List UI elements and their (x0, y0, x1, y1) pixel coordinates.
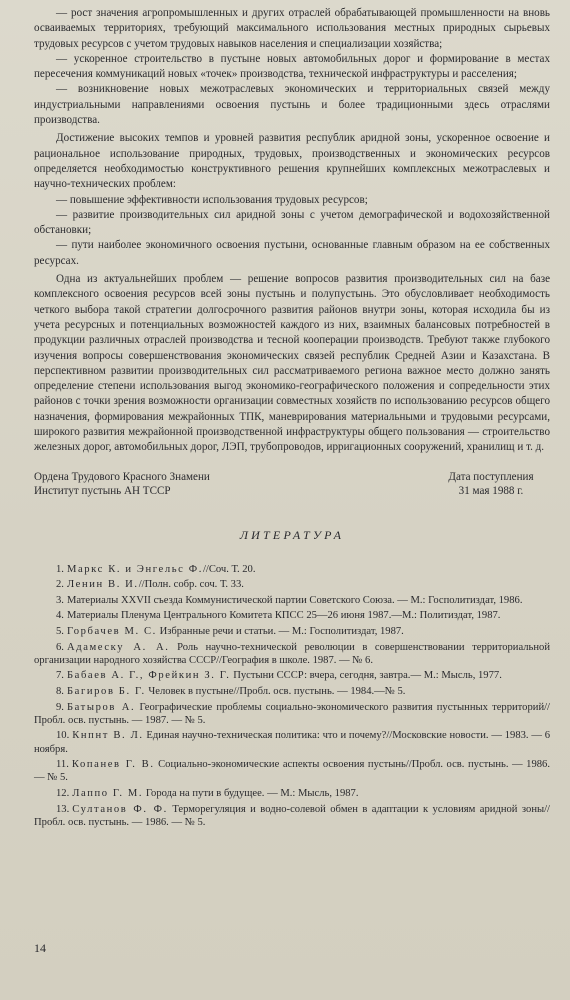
paragraph: — рост значения агропромышленных и других отраслей обрабатывающей промышленности на вновь осваиваемых территориях, требующий максимального использования местных природных сырьевых трудовых ресурсов с учетом трудовых навыков населения и специализации хозяйства; (34, 7, 550, 50)
reference-item (34, 701, 550, 727)
reference-text: Географические проблемы социально-экономического развития пустынных территорий//Пробл. осв. пустынь. — 1987. — № 5. (34, 701, 550, 726)
reference-number: 3. (56, 594, 64, 606)
reference-text: Терморегуляция и водно-солевой обмен в адаптации к условиям аридной зоны//Пробл. осв. пустынь. — 1986. — № 5. (34, 803, 550, 828)
paragraph: Одна из актуальнейших проблем — решение вопросов развития производительных сил на базе комплексного освоения ресурсов всей зоны пустынь и полупустынь. Это обусловливает необходимость четкого выбора такой стратегии долгосрочного развития районов внутри зоны, которая исходила бы из учета ресурсных и потенциальных возможностей каждого из них, взаимных балансовых потребностей в продукции различных отраслей производства и тесной кооперации производств. Требуют также глубокого изучения вопросы совершенствования экономических связей республик Средней Азии и Казахстана. В перспективном развитии производительных сил рассматриваемого региона важное место должно занять определение степени использования выгод экономико-географического положения и сопредельности этих районов с точки зрения возможности организации совместных хозяйств по использованию ресурсов общего назначения, формирования межрайонных ТПК, маневрирования материальными и трудовыми ресурсами, широкого развития межрайонной производственной инфраструктуры общего пользования — строительство железных дорог, автомобильных дорог, ЛЭП, трубопроводов, ирригационных сооружений, хранилищ и т. д. (34, 273, 550, 454)
reference-item (34, 787, 550, 800)
reference-author: Ленин В. И. (66, 579, 139, 591)
date-value: 31 мая 1988 г. (458, 484, 524, 497)
date-label: Дата поступления (448, 470, 534, 483)
reference-author: Бабаев А. Г., Фрейкин З. Г. (66, 670, 231, 682)
paragraph: — повышение эффективности использования трудовых ресурсов; (56, 193, 368, 206)
reference-number: 11. (56, 759, 69, 771)
reference-text: Социально-экономические аспекты освоения пустынь//Пробл. осв. пустынь. — 1986. — № 5. (34, 759, 551, 784)
page-number: 14 (34, 941, 46, 955)
institution-line: Ордена Трудового Красного Знамени (34, 470, 210, 483)
received-date (432, 470, 550, 498)
paragraph: — пути наиболее экономичного освоения пустыни, основанные главным образом на ее собственных ресурсах. (34, 239, 550, 267)
reference-item (34, 578, 550, 591)
reference-item (34, 594, 550, 607)
reference-text: //Соч. Т. 20. (202, 563, 256, 575)
reference-text: Города на пути в будущее. — М.: Мысль, 1987. (143, 787, 359, 799)
reference-author: Лаппо Г. М. (72, 787, 144, 799)
reference-text: Роль научно-технической революции в совершенствовании территориальной организации народного хозяйства СССР//География в школе. 1987. — № 6. (34, 641, 551, 666)
reference-item (34, 758, 550, 784)
reference-item (34, 641, 550, 667)
reference-item (34, 609, 550, 622)
reference-number: 1. (56, 563, 64, 575)
reference-number: 8. (56, 685, 64, 697)
reference-number: 12. (56, 787, 70, 799)
reference-number: 2. (56, 579, 64, 591)
reference-text: Человек в пустыне//Пробл. осв. пустынь. — 1984.—№ 5. (145, 685, 406, 697)
literature-heading: ЛИТЕРАТУРА (239, 527, 345, 542)
reference-author: Маркс К. и Энгельс Ф. (66, 563, 203, 575)
reference-author: Копанев Г. В. (71, 759, 155, 771)
reference-number: 5. (56, 625, 64, 637)
paragraph: — ускоренное строительство в пустыне новых автомобильных дорог и формирование в местах пересечения коммуникаций новых «точек» производства, технической инфраструктуры и расселения; (34, 52, 550, 81)
reference-text: Материалы Пленума Центрального Комитета КПСС 25—26 июня 1987.—М.: Политиздат, 1987. (66, 610, 501, 622)
reference-author: Багиров Б. Г. (66, 685, 146, 697)
signature-block (34, 470, 550, 498)
paragraph: — развитие производительных сил аридной зоны с учетом демографической и водохозяйственной обстановки; (34, 208, 550, 237)
reference-item (34, 669, 550, 682)
reference-number: 10. (56, 730, 70, 742)
reference-item (34, 563, 550, 576)
reference-item (34, 729, 550, 755)
reference-number: 6. (56, 641, 64, 653)
reference-author: Горбачев М. С. (66, 625, 157, 637)
reference-text: Единая научно-техническая политика: что и почему?//Московские новости. — 1983. — 6 ноября. (34, 730, 550, 755)
reference-number: 13. (56, 803, 70, 815)
reference-item (34, 625, 550, 638)
reference-item (34, 803, 550, 829)
paragraph: — возникновение новых межотраслевых экономических и территориальных связей между индустриальными направлениями освоения пустынь и более традиционными здесь отраслями производства. (34, 83, 550, 127)
reference-number: 7. (56, 670, 64, 682)
reference-author: Кнпнт В. Л. (72, 730, 144, 742)
reference-text: //Полн. собр. соч. Т. 33. (138, 579, 244, 591)
reference-number: 4. (56, 610, 64, 622)
reference-text: Материалы XXVII съезда Коммунистической партии Советского Союза. — М.: Госполитиздат, 1986. (66, 594, 523, 606)
institution (34, 470, 264, 498)
body-text (34, 6, 550, 456)
reference-text: Избранные речи и статьи. — М.: Госполитиздат, 1987. (156, 625, 404, 637)
reference-author: Батыров А. (66, 701, 136, 713)
reference-number: 9. (56, 701, 64, 713)
reference-author: Султанов Ф. Ф. (72, 803, 168, 815)
institution-line: Институт пустынь АН ТССР (34, 484, 171, 497)
reference-author: Адамеску А. А. (66, 641, 170, 653)
reference-list (34, 563, 550, 829)
paragraph: Достижение высоких темпов и уровней развития республик аридной зоны, ускоренное освоение и рациональное использование природных, трудовых, производственных и экономических ресурсов определяется необходимостью конструктивного решения крупнейших комплексных межотраслевых и научно-технических проблем: (34, 132, 550, 191)
reference-text: Пустыни СССР: вчера, сегодня, завтра.— М.: Мысль, 1977. (230, 670, 502, 682)
reference-item (34, 685, 550, 698)
